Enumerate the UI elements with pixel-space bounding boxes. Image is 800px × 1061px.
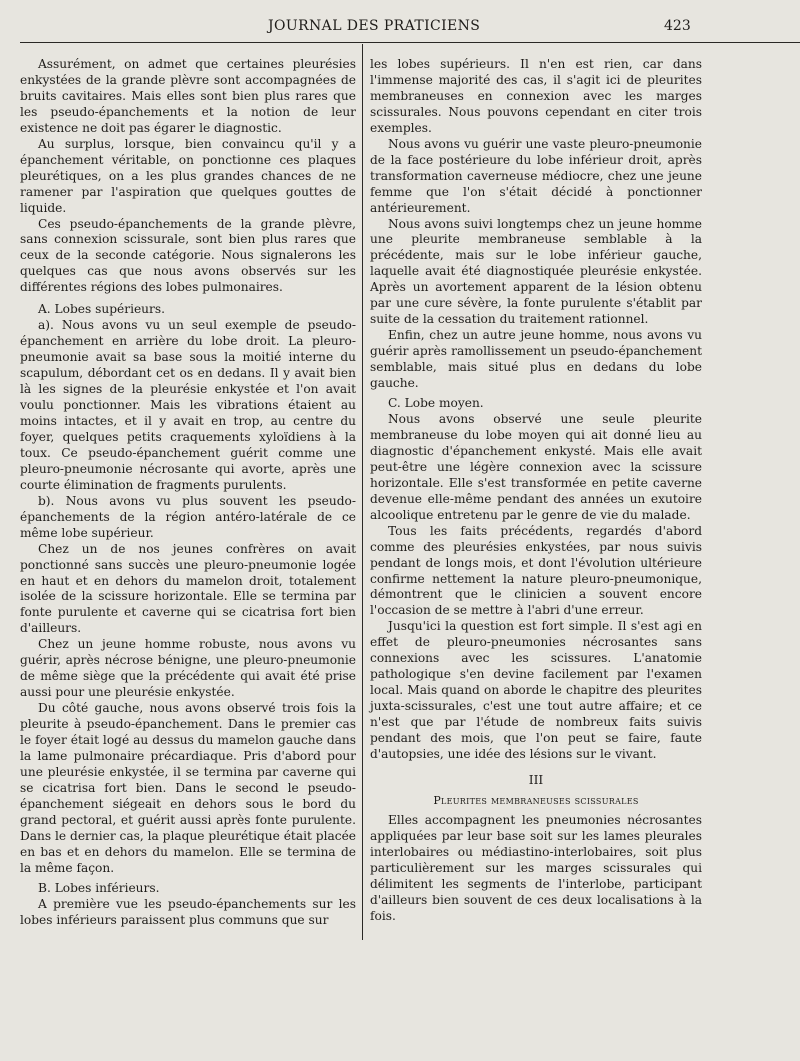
paragraph: A première vue les pseudo-épanchements sur les lobes inférieurs paraissent plus communs que sur [20, 896, 356, 927]
section-number: III [528, 772, 544, 787]
page-number: 423 [664, 18, 691, 34]
paragraph: Nous avons observé une seule pleurite membraneuse du lobe moyen qui ait donné lieu au diagnostic d'épanchement enkysté. Mais elle avait peut-être une légère connexion avec la scissure horizontale. Elle s'est transformée en petite caverne devenue elle-même pendant des années un exutoire alcoolique entretenu par le genre de vie du malade. [370, 411, 702, 522]
paragraph: Du côté gauche, nous avons observé trois fois la pleurite à pseudo-épanchement. Dans le premier cas le foyer était logé au dessus du mamelon gauche dans la lame pulmonaire précardiaque. Pris d'abord pour une pleurésie enkystée, il se termina par caverne qui se cicatrisa fort bien. Dans le second le pseudo-épanchement siégeait en dehors sous le bord du grand pectoral, et guérit aussi après fonte purulente. Dans le dernier cas, la plaque pleurétique était placée en bas et en dehors du mamelon. Elle se termina de la même façon. [20, 701, 356, 875]
paragraph: Tous les faits précédents, regardés d'abord comme des pleurésies enkystées, par nous suivis pendant de longs mois, et dont l'évolution ultérieure confirme nettement la nature pleuro-pneumonique, démontrent que le clinicien a souvent encore l'occasion de se mettre à l'abri d'une erreur. [370, 523, 702, 618]
paragraph: Chez un de nos jeunes confrères on avait ponctionné sans succès une pleuro-pneumonie logée en haut et en dehors du mamelon droit, totalement isolée de la scissure horizontale. Elle se termina par fonte purulente et caverne qui se cicatrisa fort bien d'ailleurs. [20, 541, 356, 636]
journal-title: JOURNAL DES PRATICIENS [268, 18, 481, 34]
paragraph: b). Nous avons vu plus souvent les pseudo-épanchements de la région antéro-latérale de ce même lobe supérieur. [20, 493, 356, 540]
paragraph: Chez un jeune homme robuste, nous avons vu guérir, après nécrose bénigne, une pleuro-pneumonie de même siège que la précédente qui avait été prise aussi pour une pleurésie enkystée. [20, 637, 356, 700]
right-column [370, 57, 702, 925]
paragraph: a). Nous avons vu un seul exemple de pseudo-épanchement en arrière du lobe droit. La pleuro-pneumonie avait sa base sous la moitié interne du scapulum, débordant cet os en dedans. Il y avait bien là les signes de la pleurésie enkystée et l'on avait voulu ponctionner. Mais les vibrations étaient au moins intactes, et il y avait en trop, au centre du foyer, quelques petits craquements xyloïdiens à la toux. Ce pseudo-épanchement guérit comme une pleuro-pneumonie nécrosante qui avorte, après une courte élimination de fragments purulents. [20, 318, 356, 492]
subsection-heading-lobe-moyen: C. Lobe moyen. [388, 396, 484, 411]
paragraph: Ces pseudo-épanchements de la grande plèvre, sans connexion scissurale, sont bien plus rares que ceux de la seconde catégorie. Nous signalerons les quelques cas que nous avons observés sur les différentes régions des lobes pulmonaires. [20, 216, 356, 295]
paragraph: les lobes supérieurs. Il n'en est rien, car dans l'immense majorité des cas, il s'agit ici de pleurites membraneuses en connexion avec les marges scissurales. Nous pouvons cependant en citer trois exemples. [370, 57, 702, 135]
running-header [0, 18, 800, 40]
paragraph: Jusqu'ici la question est fort simple. Il s'est agi en effet de pleuro-pneumonies nécrosantes sans connexions avec les scissures. L'anatomie pathologique s'en devine facilement par l'examen local. Mais quand on aborde le chapitre des pleurites juxta-scissurales, c'est une tout autre affaire; et ce n'est que par l'étude de nombreux faits suivis pendant des mois, que l'on peut se faire, faute d'autopsies, une idée des lésions sur le vivant. [370, 619, 702, 761]
subsection-heading-lobes-inferieurs: B. Lobes inférieurs. [38, 880, 160, 895]
paragraph: Au surplus, lorsque, bien convaincu qu'il y a épanchement véritable, on ponctionne ces plaques pleurétiques, on a les plus grandes chances de ne ramener par l'aspiration que quelques gouttes de liquide. [20, 136, 356, 215]
paragraph: Nous avons suivi longtemps chez un jeune homme une pleurite membraneuse semblable à la précédente, mais sur le lobe inférieur gauche, laquelle avait été diagnostiquée pleurésie enkystée. Après un avortement apparent de la lésion obtenu par une cure sévère, la fonte purulente s'établit par suite de la cessation du traitement rationnel. [370, 216, 702, 327]
header-rule [20, 42, 800, 43]
column-divider [362, 44, 363, 940]
paragraph: Elles accompagnent les pneumonies nécrosantes appliquées par leur base soit sur les lames pleurales interlobaires ou médiastino-interlobaires, soit plus particulièrement sur les marges scissurales qui délimitent les segments de l'interlobe, participant d'ailleurs bien souvent de ces deux localisations à la fois. [370, 812, 702, 923]
paragraph: Assurément, on admet que certaines pleurésies enkystées de la grande plèvre sont accompagnées de bruits cavitaires. Mais elles sont bien plus rares que les pseudo-épanchements et la notion de leur existence ne doit pas égarer le diagnostic. [20, 57, 356, 135]
subsection-heading-lobes-superieurs: A. Lobes supérieurs. [38, 302, 165, 317]
section-title: Pleurites membraneuses scissurales [433, 793, 639, 807]
paragraph: Nous avons vu guérir une vaste pleuro-pneumonie de la face postérieure du lobe inférieur droit, après transformation caverneuse médiocre, chez une jeune femme que l'on s'était décidé à ponctionner antérieurement. [370, 136, 702, 215]
left-column [20, 57, 356, 928]
paragraph: Enfin, chez un autre jeune homme, nous avons vu guérir après ramollissement un pseudo-épanchement semblable, mais situé plus en dedans du lobe gauche. [370, 328, 702, 391]
